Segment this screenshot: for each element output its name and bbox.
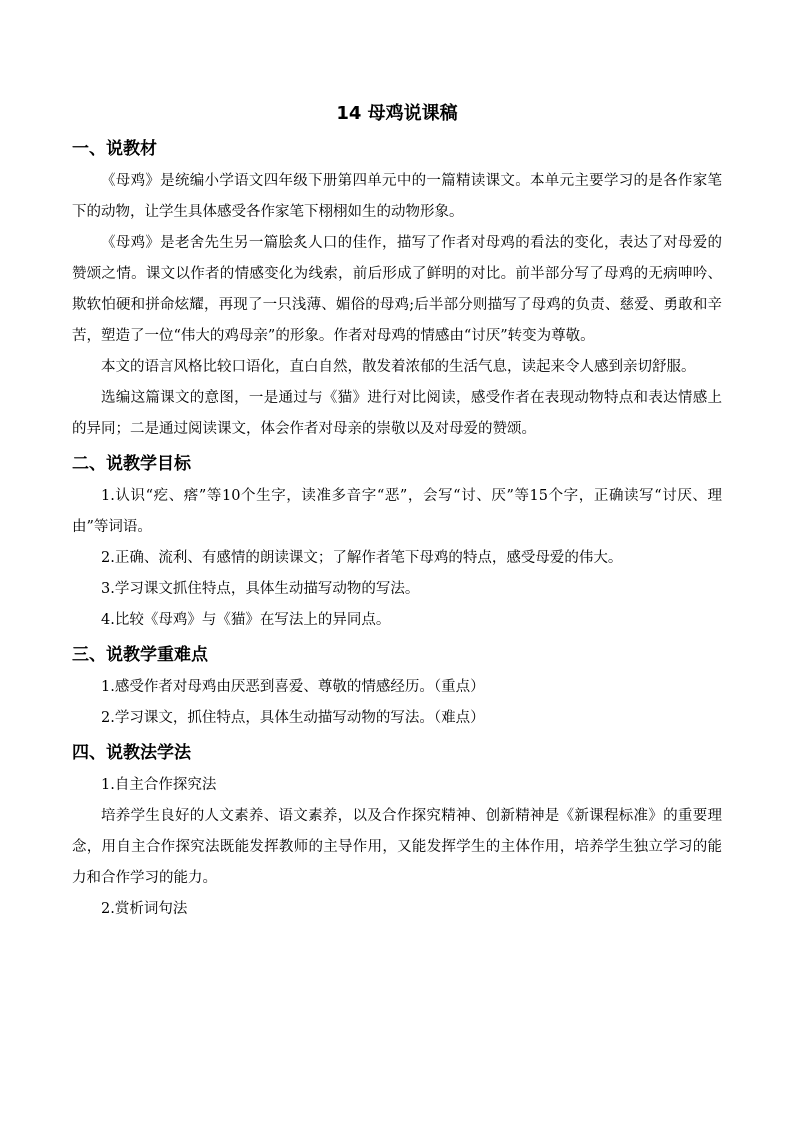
list-item: 2.赏析词句法 (101, 901, 188, 917)
paragraph: 《母鸡》是统编小学语文四年级下册第四单元中的一篇精读课文。本单元主要学习的是各作家笔下的动物，让学生具体感受各作家笔下栩栩如生的动物形象。 (72, 173, 722, 220)
paragraph: 本文的语言风格比较口语化，直白自然，散发着浓郁的生活气息，读起来令人感到亲切舒服。 (101, 359, 696, 375)
paragraph: 《母鸡》是老舍先生另一篇脍炙人口的佳作，描写了作者对母鸡的看法的变化，表达了对母爱的赞颂之情。课文以作者的情感变化为线索，前后形成了鲜明的对比。前半部分写了母鸡的无病呻吟、欺软怕硬和拼命炫耀，再现了一只浅薄、媚俗的母鸡;后半部分则描写了母鸡的负责、慈爱、勇敢和辛苦，塑造了一位“伟大的鸡母亲”的形象。作者对母鸡的情感由“讨厌”转变为尊敬。 (72, 235, 722, 344)
paragraph: 培养学生良好的人文素养、语文素养，以及合作探究精神、创新精神是《新课程标准》的重要理念，用自主合作探究法既能发挥教师的主导作用，又能发挥学生的主体作用，培养学生独立学习的能力和合作学习的能力。 (72, 808, 722, 886)
document-title: 14 母鸡说课稿 (336, 103, 458, 124)
document-page (72, 100, 722, 925)
list-item: 4.比较《母鸡》与《猫》在写法上的异同点。 (101, 612, 391, 628)
paragraph: 选编这篇课文的意图，一是通过与《猫》进行对比阅读，感受作者在表现动物特点和表达情感上的异同；二是通过阅读课文，体会作者对母亲的崇敬以及对母爱的赞颂。 (72, 390, 722, 437)
section-heading: 四、说教法学法 (72, 743, 191, 763)
list-item: 1.认识“疙、瘩”等10个生字，读准多音字“恶”，会写“讨、厌”等15个字，正确读写“讨厌、理由”等词语。 (72, 488, 722, 535)
list-item: 2.学习课文，抓住特点，具体生动描写动物的写法。（难点） (101, 710, 485, 726)
list-item: 1.自主合作探究法 (101, 777, 217, 793)
section-heading: 二、说教学目标 (72, 454, 191, 474)
section-teaching-goals (72, 451, 722, 636)
list-item: 1.感受作者对母鸡由厌恶到喜爱、尊敬的情感经历。（重点） (101, 679, 485, 695)
section-methods (72, 740, 722, 925)
section-key-difficulties (72, 642, 722, 734)
section-heading: 一、说教材 (72, 139, 157, 159)
section-teaching-material (72, 136, 722, 445)
section-heading: 三、说教学重难点 (72, 645, 208, 665)
list-item: 2.正确、流利、有感情的朗读课文；了解作者笔下母鸡的特点，感受母爱的伟大。 (101, 550, 623, 566)
list-item: 3.学习课文抓住特点，具体生动描写动物的写法。 (101, 581, 420, 597)
